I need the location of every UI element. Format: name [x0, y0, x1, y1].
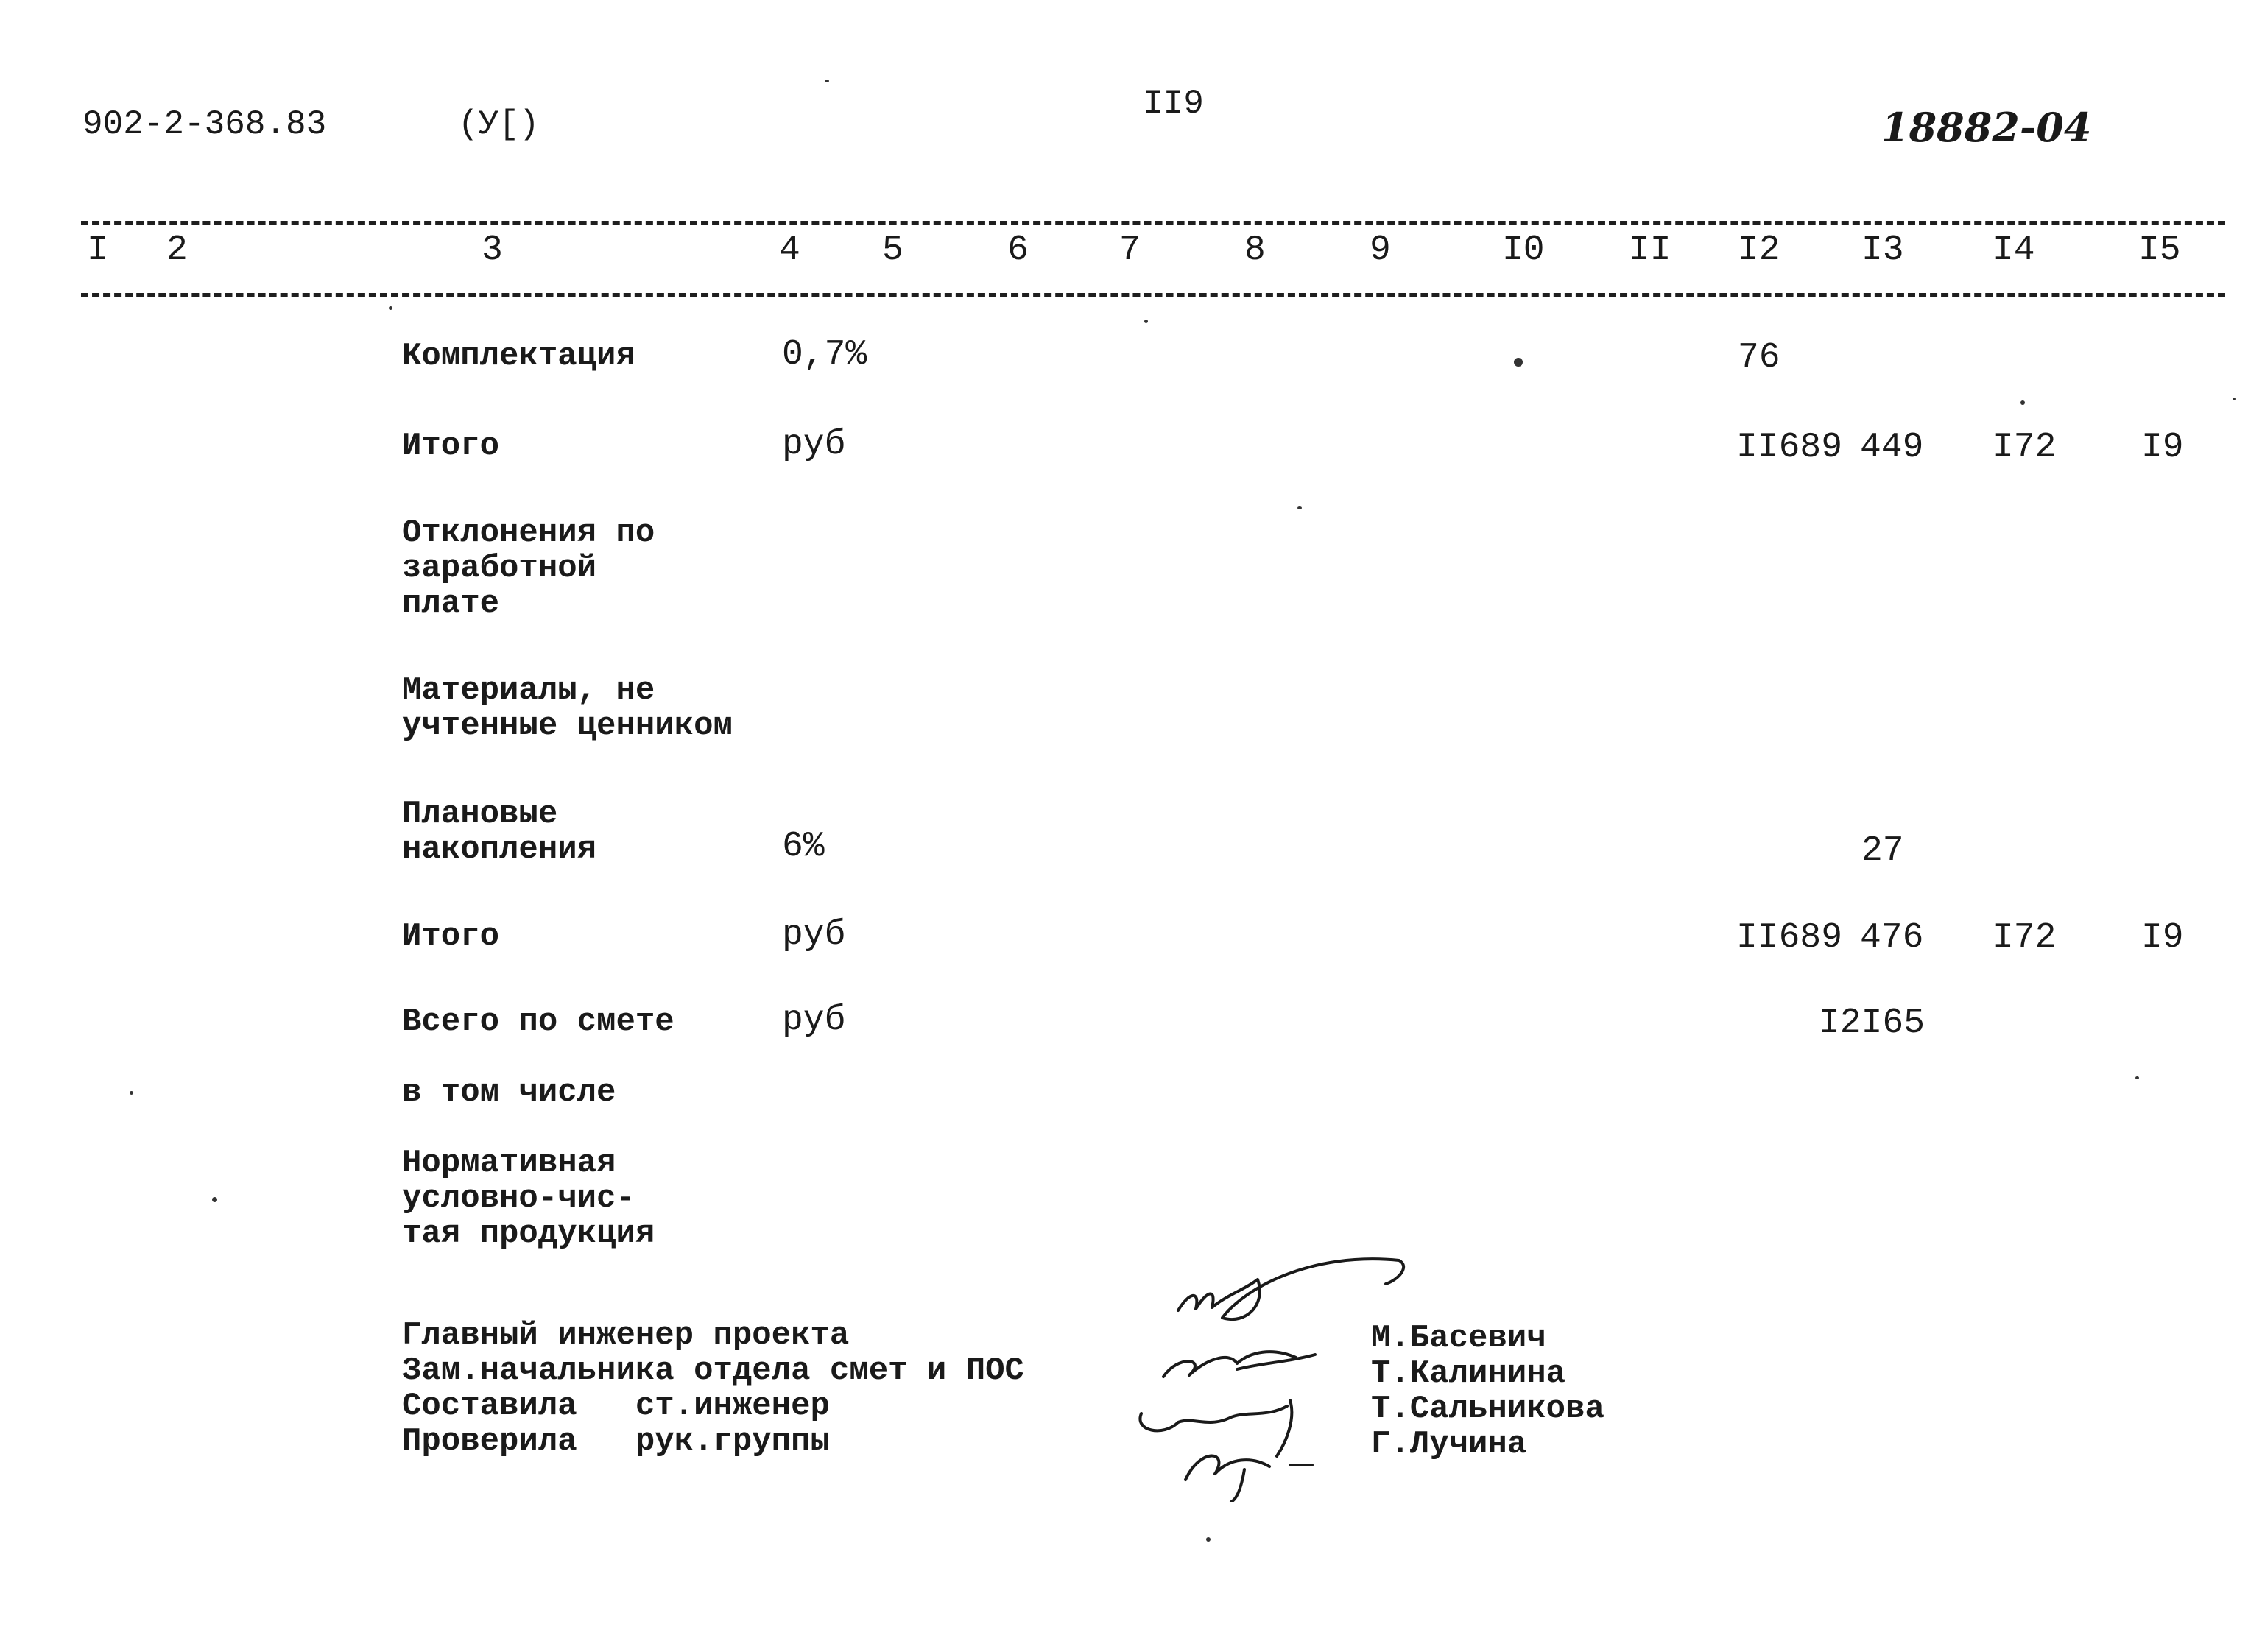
document-code: 902-2-368.83	[82, 105, 327, 144]
scan-speck	[212, 1197, 217, 1202]
row-col12: 76	[1738, 338, 1780, 378]
column-header-6: 6	[1007, 230, 1029, 270]
column-header-7: 7	[1119, 230, 1141, 270]
row-name-line: накопления	[402, 831, 597, 868]
row-name: в том числе	[402, 1074, 616, 1111]
row-col15: I9	[2141, 918, 2184, 958]
row-unit: руб	[782, 1000, 846, 1040]
column-header-12: I2	[1738, 230, 1780, 270]
row-col13: 449	[1860, 428, 1924, 467]
row-name-line: Отклонения по	[402, 515, 655, 551]
column-header-9: 9	[1370, 230, 1391, 270]
album-mark: (У[)	[458, 105, 540, 144]
row-col15: I9	[2141, 428, 2184, 467]
signatory-name: Г.Лучина	[1371, 1426, 1527, 1463]
row-name-line: плате	[402, 585, 500, 622]
row-unit: 0,7%	[782, 335, 867, 375]
row-col13: 27	[1861, 831, 1904, 871]
signatory-title: Зам.начальника отдела смет и ПОС	[402, 1352, 1024, 1389]
row-col14: I72	[1993, 428, 2057, 467]
scan-speck	[2020, 400, 2025, 405]
row-name-line: тая продукция	[402, 1215, 655, 1252]
signatory-name: Т.Калинина	[1371, 1355, 1566, 1392]
column-header-5: 5	[882, 230, 903, 270]
page-number: II9	[1143, 85, 1204, 123]
column-header-2: 2	[166, 230, 188, 270]
signatory-name: Т.Сальникова	[1371, 1391, 1604, 1427]
signatory-name: М.Басевич	[1371, 1320, 1546, 1357]
row-name: Итого	[402, 918, 500, 955]
scan-speck	[1297, 506, 1302, 509]
row-col12: II689	[1736, 428, 1843, 467]
row-name-line: условно-чис-	[402, 1180, 635, 1217]
handwritten-reference: 18882-04	[1881, 104, 2092, 151]
row-unit: 6%	[782, 827, 825, 866]
row-name-line: учтенные ценником	[402, 707, 733, 744]
column-header-1: I	[87, 230, 108, 270]
row-name-line: Материалы, не	[402, 672, 655, 709]
row-col13: 476	[1860, 918, 1924, 958]
column-header-14: I4	[1993, 230, 2035, 270]
row-col12: II689	[1736, 918, 1843, 958]
scan-speck	[1144, 320, 1148, 323]
column-header-10: I0	[1502, 230, 1545, 270]
scan-speck	[825, 80, 829, 82]
column-header-11: II	[1629, 230, 1671, 270]
signatory-title: Проверила рук.группы	[402, 1423, 830, 1460]
column-header-4: 4	[779, 230, 800, 270]
row-name: Итого	[402, 428, 500, 465]
scan-speck	[389, 306, 392, 310]
scan-speck	[2135, 1076, 2139, 1079]
scan-speck	[130, 1091, 133, 1095]
row-name: Комплектация	[402, 338, 635, 375]
row-name-line: Плановые	[402, 796, 558, 833]
mark-dot	[1514, 358, 1523, 367]
header-bottom-rule	[81, 293, 2225, 297]
row-name-line: Нормативная	[402, 1145, 616, 1182]
column-header-15: I5	[2138, 230, 2181, 270]
row-name-line: заработной	[402, 550, 597, 587]
row-name: Всего по смете	[402, 1003, 674, 1040]
scan-speck	[1206, 1537, 1211, 1542]
column-header-8: 8	[1244, 230, 1266, 270]
row-col13: I2I65	[1819, 1003, 1925, 1043]
row-col14: I72	[1993, 918, 2057, 958]
column-header-3: 3	[482, 230, 503, 270]
row-unit: руб	[782, 915, 846, 955]
row-unit: руб	[782, 425, 846, 465]
signatory-title: Главный инженер проекта	[402, 1317, 850, 1354]
signatory-title: Составила ст.инженер	[402, 1388, 830, 1425]
header-top-rule	[81, 221, 2225, 225]
column-header-13: I3	[1861, 230, 1904, 270]
scan-speck	[2233, 398, 2236, 400]
